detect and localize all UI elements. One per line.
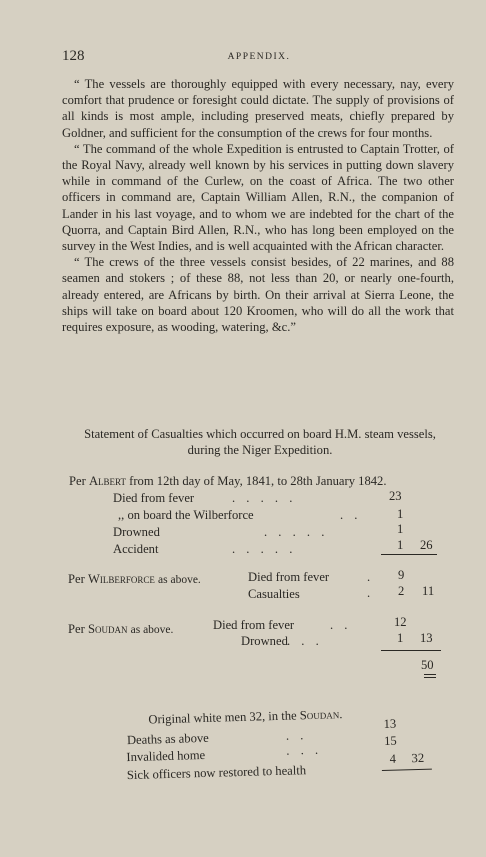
casualty-label: Invalided home bbox=[126, 747, 206, 765]
ship-name: Wilberforce bbox=[87, 572, 155, 586]
leader-dots: . . . bbox=[286, 742, 323, 758]
casualty-label: Accident bbox=[113, 542, 159, 556]
leader-dots: . . . . . bbox=[264, 525, 329, 539]
paragraph: “ The vessels are thoroughly equipped with every necessary, nay, every comfort that prudence or foresight could dictate. The supply of provisions of all kinds is most ample, including preserved meats, chiefly prepared by Goldner, and sufficient for the consumption of the crews for four months. bbox=[62, 77, 454, 140]
albert-heading: Per Albert from 12th day of May, 1841, to 28th January 1842. bbox=[69, 474, 387, 488]
casualty-count: 13 bbox=[383, 716, 397, 731]
page-number: 128 bbox=[62, 48, 85, 64]
ship-name: Soudan. bbox=[299, 707, 343, 723]
leader-dots: . . . . . bbox=[232, 542, 297, 556]
casualty-count: 1 bbox=[397, 538, 404, 552]
leader-dots: . . bbox=[285, 728, 308, 743]
casualty-count: 1 bbox=[397, 507, 404, 521]
section-total: 11 bbox=[422, 584, 435, 598]
casualty-count: 23 bbox=[389, 489, 402, 503]
casualty-label: Drowned bbox=[113, 525, 160, 539]
casualty-count: 2 bbox=[398, 584, 405, 598]
casualty-count: 1 bbox=[397, 522, 404, 536]
leader-dots: . . bbox=[330, 618, 352, 632]
casualty-count: 9 bbox=[398, 568, 405, 582]
ship-name: Albert bbox=[88, 474, 127, 488]
sum-rule bbox=[382, 769, 432, 771]
soudan-heading: Per Soudan as above. bbox=[68, 622, 174, 636]
leader-dots: . . bbox=[340, 508, 362, 522]
casualty-count: 15 bbox=[383, 733, 397, 748]
casualty-label: ,, on board the Wilberforce bbox=[118, 508, 254, 522]
casualty-label: Died from fever bbox=[113, 491, 195, 505]
paragraph: “ The command of the whole Expedition is entrusted to Captain Trotter, of the Royal Navy, already well known by his services in putting down slavery while in command of the Curlew, on the coast of Africa. The two other officers in command are, Captain William Allen, R.N., the companion of Lander in his last voyage, and to whom we are indebted for the chart of the Quorra, and Captain Bird Allen, R.N., who has long been employed on the survey in the West Indies, and is well acquainted with the African character. bbox=[62, 141, 454, 254]
section-total: 32 bbox=[411, 750, 425, 766]
grand-total: 50 bbox=[421, 658, 434, 672]
ship-name: Soudan bbox=[87, 622, 128, 636]
white-men-heading: Original white men 32, in the Soudan. bbox=[148, 707, 343, 727]
section-total: 13 bbox=[420, 631, 433, 645]
leader-dots: . bbox=[367, 586, 371, 600]
paragraph: “ The crews of the three vessels consist besides, of 22 marines, and 88 seamen and stokers ; of these 88, not less than 20, or nearly one-fourth, already entered, are Africans by birth. On their arrival at Sierra Leone, the ships will take on board about 120 Kroomen, who will do all the work that requires exposure, as wooding, watering, &c.” bbox=[62, 255, 454, 335]
casualty-count: 4 bbox=[389, 751, 397, 766]
leader-dots: . . . bbox=[287, 634, 323, 648]
casualty-label: Casualties bbox=[248, 587, 300, 601]
section-total: 26 bbox=[420, 538, 433, 552]
casualty-count: 12 bbox=[394, 615, 407, 629]
casualty-label: Died from fever bbox=[213, 618, 295, 632]
casualty-label: Sick officers now restored to health bbox=[126, 763, 307, 783]
statement-title-line: during the Niger Expedition. bbox=[187, 443, 333, 457]
leader-dots: . bbox=[367, 570, 371, 584]
statement-title-line: Statement of Casualties which occurred on board H.M. steam vessels, bbox=[84, 427, 436, 441]
casualty-count: 1 bbox=[397, 631, 404, 645]
wilberforce-heading: Per Wilberforce as above. bbox=[68, 572, 201, 586]
leader-dots: . . . . . bbox=[232, 491, 297, 505]
running-title: APPENDIX. bbox=[227, 52, 291, 62]
casualty-label: Deaths as above bbox=[126, 730, 209, 748]
casualty-label: Drowned bbox=[241, 634, 288, 648]
casualty-label: Died from fever bbox=[248, 570, 330, 584]
